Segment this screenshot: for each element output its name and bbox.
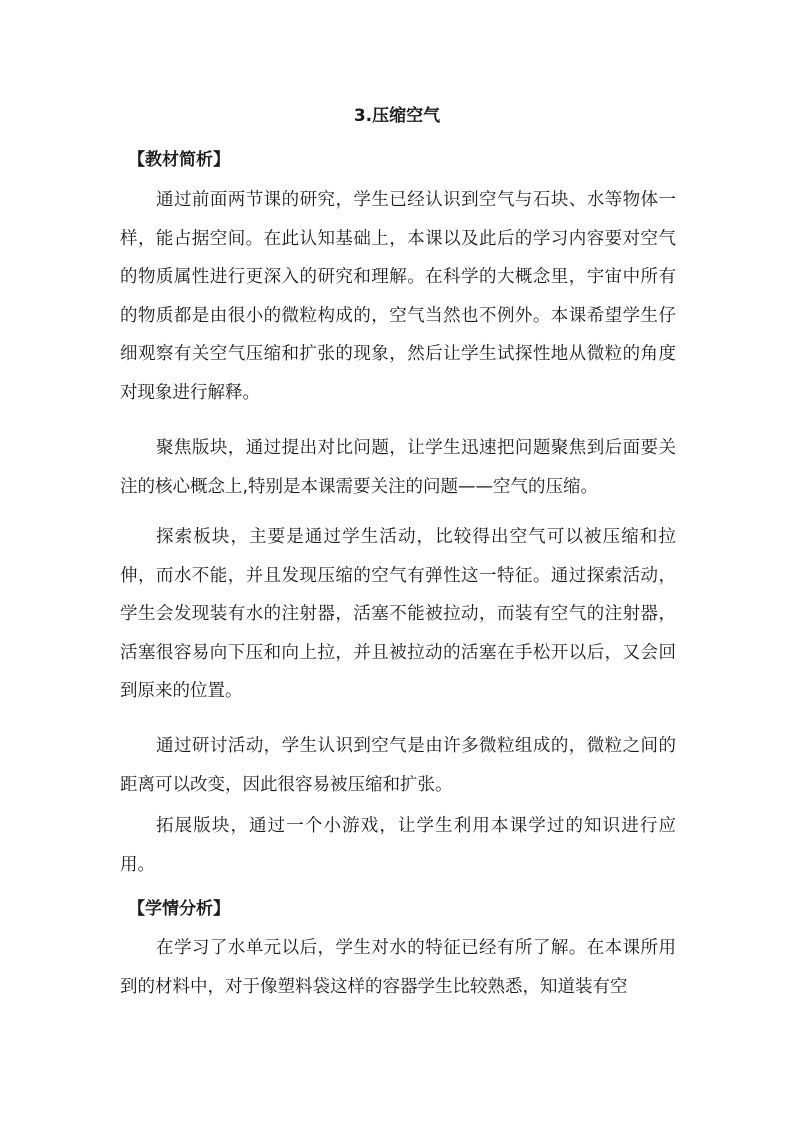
section-heading-textbook-analysis: 【教材简析】 — [128, 150, 230, 170]
section-heading-learner-analysis: 【学情分析】 — [128, 899, 230, 919]
paragraph-discussion-section: 通过研讨活动，学生认识到空气是由许多微粒组成的，微粒之间的距离可以改变，因此很容易被压缩和扩张。 — [120, 736, 676, 795]
paragraph-extension-section: 拓展版块，通过一个小游戏，让学生利用本课学过的知识进行应用。 — [120, 816, 676, 875]
paragraph-learner-analysis: 在学习了水单元以后，学生对水的特征已经有所了解。在本课所用到的材料中，对于像塑料袋这样的容器学生比较熟悉，知道装有空 — [120, 938, 676, 997]
document-title: 3.压缩空气 — [353, 106, 441, 126]
paragraph-focus-section: 聚焦版块，通过提出对比问题，让学生迅速把问题聚焦到后面要关注的核心概念上,特别是本课需要关注的问题——空气的压缩。 — [120, 438, 676, 497]
paragraph-textbook-intro: 通过前面两节课的研究，学生已经认识到空气与石块、水等物体一样，能占据空间。在此认知基础上，本课以及此后的学习内容要对空气的物质属性进行更深入的研究和理解。在科学的大概念里，宇宙中所有的物质都是由很小的微粒构成的，空气当然也不例外。本课希望学生仔细观察有关空气压缩和扩张的现象，然后让学生试探性地从微粒的角度对现象进行解释。 — [120, 190, 676, 403]
paragraph-explore-section: 探索板块，主要是通过学生活动，比较得出空气可以被压缩和拉伸，而水不能，并且发现压缩的空气有弹性这一特征。通过探索活动，学生会发现装有水的注射器，活塞不能被拉动，而装有空气的注射器，活塞很容易向下压和向上拉，并且被拉动的活塞在手松开以后，又会回到原来的位置。 — [120, 527, 676, 701]
